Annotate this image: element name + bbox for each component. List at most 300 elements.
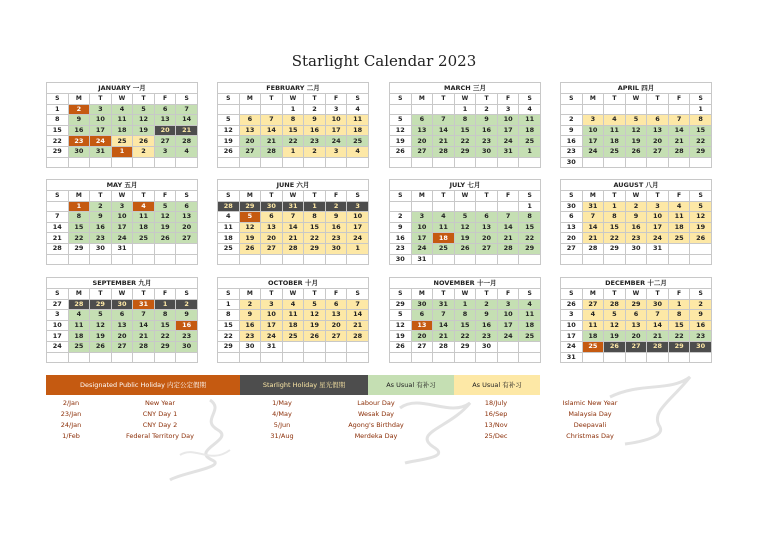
day-cell: 13 [239,125,261,136]
day-cell [519,157,541,168]
day-cell: 22 [282,136,304,147]
decorative-scribble [150,395,260,485]
day-cell: 16 [476,125,498,136]
day-cell [390,157,412,168]
day-cell: 12 [390,125,412,136]
weekday-label: M [411,94,433,105]
day-cell: 7 [47,212,69,223]
weekday-header-row [390,289,541,300]
day-cell [347,157,369,168]
day-cell: 29 [90,299,112,310]
weekday-label: S [218,94,240,105]
week-row [561,104,712,115]
day-cell: 7 [668,115,690,126]
weekday-header-row [561,94,712,105]
weekday-label: S [347,191,369,202]
day-cell: 21 [582,233,604,244]
day-cell: 11 [519,115,541,126]
holiday-date: 5/Jun [273,421,291,429]
day-cell: 1 [454,104,476,115]
day-cell: 16 [239,320,261,331]
day-cell: 19 [390,331,412,342]
week-row [47,341,198,352]
week-row [47,115,198,126]
day-cell [154,254,176,265]
day-cell [497,254,519,265]
weekday-label: T [133,191,155,202]
day-cell: 18 [582,331,604,342]
week-row [47,136,198,147]
day-cell: 25 [582,341,604,352]
day-cell: 7 [433,115,455,126]
week-row [218,201,369,212]
day-cell: 28 [668,146,690,157]
day-cell: 15 [519,222,541,233]
day-cell: 14 [282,222,304,233]
day-cell: 26 [390,146,412,157]
day-cell: 29 [239,201,261,212]
day-cell [454,254,476,265]
day-cell [454,352,476,363]
weekday-label: S [390,289,412,300]
day-cell: 7 [176,104,198,115]
weekday-label: T [304,94,326,105]
day-cell: 4 [347,104,369,115]
day-cell: 30 [239,341,261,352]
day-cell: 11 [668,212,690,223]
day-cell: 1 [604,201,626,212]
weekday-label: T [261,94,283,105]
day-cell: 1 [519,201,541,212]
day-cell: 28 [582,243,604,254]
day-cell: 5 [133,104,155,115]
day-cell [625,104,647,115]
day-cell: 29 [519,243,541,254]
week-row [561,115,712,126]
weekday-label: F [325,191,347,202]
day-cell: 18 [133,222,155,233]
holiday-date: 2/Jan [62,399,80,407]
day-cell: 16 [68,125,90,136]
week-row [561,157,712,168]
day-cell: 4 [604,115,626,126]
month-title: SEPTEMBER 九月 [46,277,198,288]
day-cell: 2 [690,299,712,310]
day-cell: 29 [154,341,176,352]
day-cell: 4 [176,146,198,157]
weekday-label: M [68,191,90,202]
day-cell: 7 [261,115,283,126]
weekday-label: S [47,289,69,300]
day-cell [497,201,519,212]
day-cell: 20 [111,331,133,342]
day-cell [454,157,476,168]
week-row [47,104,198,115]
day-cell: 27 [625,341,647,352]
day-cell: 28 [647,341,669,352]
day-cell: 27 [154,136,176,147]
day-cell: 22 [47,136,69,147]
day-cell: 4 [218,212,240,223]
day-cell: 3 [154,146,176,157]
day-cell [325,157,347,168]
month-calendar [560,179,712,265]
day-cell: 16 [476,320,498,331]
weekday-label: S [390,94,412,105]
week-row [218,136,369,147]
weekday-label: S [561,289,583,300]
day-cell [561,104,583,115]
day-cell: 22 [668,331,690,342]
month-calendar [389,82,541,168]
day-cell: 3 [561,310,583,321]
day-cell: 31 [561,352,583,363]
day-cell: 21 [176,125,198,136]
week-row [561,331,712,342]
day-cell [604,104,626,115]
day-cell: 10 [647,212,669,223]
day-cell: 13 [647,125,669,136]
month-grid [217,190,369,265]
week-row [390,310,541,321]
day-cell [154,243,176,254]
week-row [47,299,198,310]
day-cell: 18 [282,320,304,331]
weekday-label: T [647,289,669,300]
day-cell: 13 [625,320,647,331]
day-cell [390,352,412,363]
day-cell: 8 [668,310,690,321]
day-cell [668,104,690,115]
week-row [47,201,198,212]
day-cell: 4 [111,104,133,115]
month-grid [560,190,712,265]
weekday-label: W [282,191,304,202]
day-cell: 27 [561,243,583,254]
day-cell [218,157,240,168]
day-cell [561,254,583,265]
day-cell [47,201,69,212]
day-cell: 28 [261,146,283,157]
week-row [390,320,541,331]
day-cell: 2 [239,299,261,310]
month-title: DECEMBER 十二月 [560,277,712,288]
day-cell: 23 [476,331,498,342]
month-calendar [217,277,369,363]
day-cell: 21 [347,320,369,331]
day-cell [111,254,133,265]
month-calendar [217,82,369,168]
day-cell: 28 [497,243,519,254]
day-cell: 8 [282,115,304,126]
day-cell [176,243,198,254]
day-cell: 2 [304,146,326,157]
weekday-label: M [411,289,433,300]
day-cell [282,341,304,352]
day-cell [239,157,261,168]
day-cell [90,352,112,363]
day-cell: 23 [68,136,90,147]
day-cell: 25 [519,331,541,342]
day-cell [133,243,155,254]
weekday-label: T [433,289,455,300]
day-cell: 19 [90,331,112,342]
day-cell [690,157,712,168]
day-cell: 9 [476,310,498,321]
day-cell: 3 [347,201,369,212]
day-cell [454,201,476,212]
day-cell: 1 [47,104,69,115]
weekday-label: M [411,191,433,202]
day-cell: 11 [519,310,541,321]
day-cell: 11 [111,115,133,126]
weekday-label: W [625,94,647,105]
weekday-label: S [347,289,369,300]
day-cell: 31 [433,299,455,310]
month-grid [46,93,198,168]
day-cell: 5 [239,212,261,223]
day-cell: 2 [325,201,347,212]
day-cell: 9 [90,212,112,223]
day-cell: 15 [454,125,476,136]
day-cell: 6 [561,212,583,223]
day-cell [519,352,541,363]
holiday-date: 1/May [272,399,292,407]
day-cell: 10 [261,310,283,321]
day-cell: 2 [561,115,583,126]
day-cell: 28 [47,243,69,254]
day-cell: 17 [561,331,583,342]
week-row [47,320,198,331]
month-title: JANUARY 一月 [46,82,198,93]
weekday-header-row [47,289,198,300]
month-title: JULY 七月 [389,179,541,190]
day-cell: 16 [561,136,583,147]
day-cell: 6 [476,212,498,223]
day-cell: 17 [647,222,669,233]
day-cell: 20 [476,233,498,244]
day-cell [261,104,283,115]
day-cell [411,201,433,212]
month-calendar [46,179,198,265]
day-cell: 29 [454,341,476,352]
weekday-label: M [582,289,604,300]
day-cell [133,254,155,265]
day-cell [347,352,369,363]
day-cell: 12 [239,222,261,233]
weekday-label: T [304,191,326,202]
month-calendar [560,277,712,363]
day-cell: 6 [176,201,198,212]
day-cell: 3 [497,104,519,115]
day-cell [519,341,541,352]
day-cell: 3 [325,104,347,115]
week-row [561,233,712,244]
day-cell: 23 [239,331,261,342]
day-cell: 17 [261,320,283,331]
day-cell: 4 [133,201,155,212]
day-cell: 24 [47,341,69,352]
day-cell: 16 [176,320,198,331]
week-row [390,222,541,233]
weekday-label: T [90,94,112,105]
day-cell: 12 [133,115,155,126]
week-row [47,352,198,363]
holiday-date: 1/Feb [62,432,80,440]
weekday-label: T [90,191,112,202]
day-cell: 10 [497,115,519,126]
day-cell: 12 [690,212,712,223]
weekday-label: S [47,94,69,105]
decorative-scribble [380,388,490,468]
day-cell: 23 [561,146,583,157]
day-cell: 7 [582,212,604,223]
day-cell [304,341,326,352]
day-cell: 13 [411,125,433,136]
day-cell: 11 [218,222,240,233]
day-cell: 7 [497,212,519,223]
day-cell: 26 [239,243,261,254]
day-cell: 9 [476,115,498,126]
day-cell: 1 [218,299,240,310]
day-cell [604,352,626,363]
day-cell: 31 [282,201,304,212]
week-row [390,136,541,147]
day-cell: 29 [304,243,326,254]
day-cell: 9 [690,310,712,321]
day-cell: 20 [154,125,176,136]
day-cell: 27 [411,341,433,352]
day-cell: 12 [454,222,476,233]
day-cell: 24 [325,136,347,147]
week-row [218,233,369,244]
day-cell: 26 [154,233,176,244]
day-cell [111,157,133,168]
day-cell: 27 [261,243,283,254]
day-cell: 16 [390,233,412,244]
weekday-label: T [647,191,669,202]
day-cell: 22 [304,233,326,244]
day-cell: 1 [668,299,690,310]
weekday-label: T [604,289,626,300]
month-title: FEBRUARY 二月 [217,82,369,93]
day-cell: 15 [604,222,626,233]
day-cell [304,254,326,265]
day-cell: 22 [454,331,476,342]
week-row [218,146,369,157]
day-cell [647,104,669,115]
day-cell: 7 [433,310,455,321]
legend-public-holiday: Designated Public Holiday 内定公定假期 [46,375,240,395]
weekday-label: T [261,191,283,202]
day-cell: 7 [347,299,369,310]
weekday-label: S [176,191,198,202]
day-cell [325,352,347,363]
month-title: MARCH 三月 [389,82,541,93]
week-row [390,243,541,254]
day-cell: 13 [325,310,347,321]
day-cell [582,157,604,168]
day-cell: 25 [218,243,240,254]
day-cell: 13 [154,115,176,126]
weekday-label: T [304,289,326,300]
week-row [561,243,712,254]
day-cell: 8 [154,310,176,321]
day-cell: 25 [668,233,690,244]
weekday-label: F [154,289,176,300]
day-cell: 8 [47,115,69,126]
weekday-header-row [47,94,198,105]
legend-as-usual-green: As Usual 有补习 [368,375,454,395]
day-cell: 21 [261,136,283,147]
month-grid [217,288,369,363]
day-cell: 5 [625,115,647,126]
week-row [390,104,541,115]
holiday-date: 16/Sep [484,410,508,418]
day-cell: 2 [625,201,647,212]
weekday-label: T [476,94,498,105]
week-row [390,146,541,157]
day-cell [411,352,433,363]
holiday-date: 4/May [272,410,292,418]
day-cell: 17 [325,125,347,136]
day-cell: 24 [111,233,133,244]
day-cell: 13 [411,320,433,331]
day-cell: 14 [668,125,690,136]
day-cell [390,201,412,212]
day-cell: 17 [111,222,133,233]
holiday-dates-col1 [52,398,90,442]
day-cell [690,254,712,265]
month-grid [389,190,541,265]
holiday-name: Islamic New Year [562,399,618,407]
weekday-header-row [218,191,369,202]
weekday-label: F [325,94,347,105]
day-cell: 6 [411,115,433,126]
weekday-label: W [282,94,304,105]
day-cell: 10 [497,310,519,321]
day-cell: 24 [347,233,369,244]
day-cell [604,157,626,168]
day-cell: 23 [176,331,198,342]
weekday-label: F [668,289,690,300]
week-row [561,299,712,310]
day-cell: 10 [111,212,133,223]
day-cell: 2 [476,104,498,115]
day-cell: 17 [47,331,69,342]
day-cell: 4 [347,146,369,157]
day-cell: 28 [68,299,90,310]
day-cell: 1 [154,299,176,310]
day-cell [433,254,455,265]
day-cell [647,254,669,265]
holiday-name: Malaysia Day [568,410,612,418]
day-cell: 16 [90,222,112,233]
day-cell: 26 [454,243,476,254]
weekday-label: M [68,94,90,105]
day-cell: 6 [325,299,347,310]
day-cell: 10 [90,115,112,126]
day-cell: 1 [690,104,712,115]
day-cell: 19 [218,136,240,147]
day-cell: 8 [218,310,240,321]
day-cell: 2 [390,212,412,223]
day-cell: 15 [68,222,90,233]
day-cell: 10 [325,115,347,126]
day-cell: 3 [90,104,112,115]
day-cell [304,157,326,168]
holiday-dates-col2 [262,398,302,442]
